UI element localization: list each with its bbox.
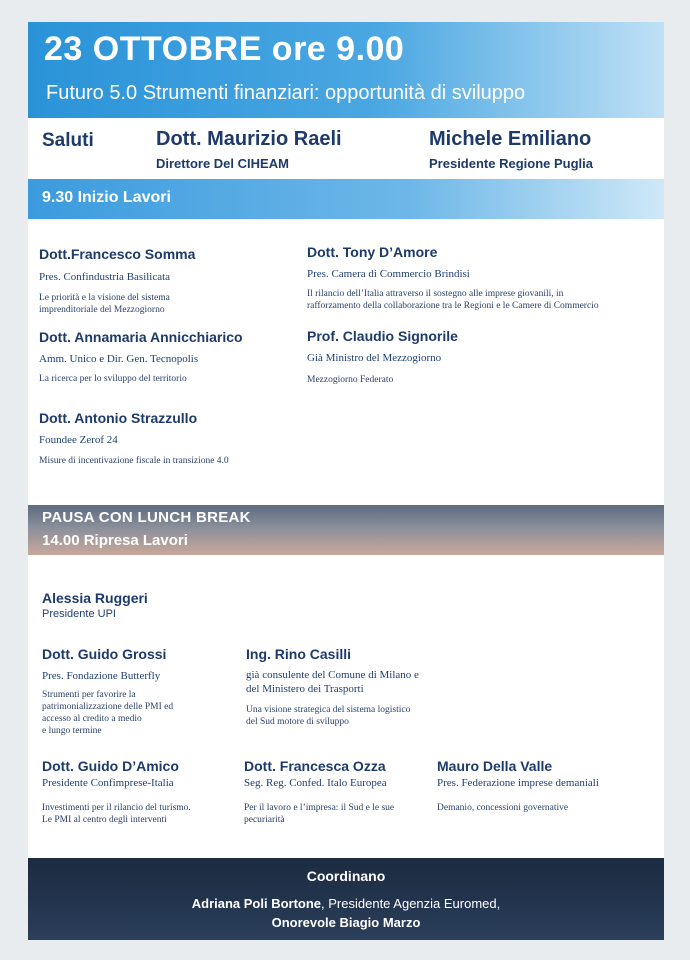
- event-date-title: 23 OTTOBRE ore 9.00: [44, 30, 405, 68]
- coordinator-name: Adriana Poli Bortone: [191, 896, 322, 911]
- speaker-name: Prof. Claudio Signorile: [307, 328, 458, 344]
- speaker-role: Pres. Confindustria Basilicata: [39, 271, 171, 283]
- speaker-topic: Misure di incentivazione fiscale in transizione 4.0: [39, 456, 229, 466]
- coordinator-role: , Presidente Agenzia Euromed,: [321, 896, 501, 911]
- guest-name: Dott. Maurizio Raeli: [156, 128, 342, 150]
- speaker-topic: Le priorità e la visione del sistema imprenditoriale del Mezzogiorno: [39, 293, 170, 315]
- speaker-name: Dott. Francesca Ozza: [244, 758, 386, 774]
- guest-role: Direttore Del CIHEAM: [156, 156, 289, 171]
- speaker-name: Mauro Della Valle: [437, 758, 553, 774]
- saluti-label: Saluti: [42, 130, 94, 151]
- guest-name: Michele Emiliano: [429, 128, 592, 150]
- resume-work-label: 14.00 Ripresa Lavori: [42, 532, 188, 549]
- coordinator-line: [28, 896, 664, 911]
- speaker-topic: Una visione strategica del sistema logistico del Sud motore di sviluppo: [246, 705, 411, 727]
- speaker-role: Amm. Unico e Dir. Gen. Tecnopolis: [39, 353, 199, 365]
- speaker-role: Foundee Zerof 24: [39, 434, 118, 446]
- program-flyer: [28, 22, 664, 940]
- guest-role: Presidente Regione Puglia: [429, 156, 593, 171]
- speaker-role: già consulente del Comune di Milano e del Ministero dei Trasporti: [246, 669, 419, 695]
- event-subtitle: Futuro 5.0 Strumenti finanziari: opportunità di sviluppo: [46, 82, 526, 104]
- speaker-name: Dott. Antonio Strazzullo: [39, 410, 198, 426]
- speaker-name: Alessia Ruggeri: [42, 590, 148, 606]
- speaker-name: Dott. Annamaria Annicchiarico: [39, 329, 243, 345]
- lunch-break-label: PAUSA CON LUNCH BREAK: [42, 509, 251, 526]
- speaker-topic: Per il lavoro e l’impresa: il Sud e le sue pecuriarità: [244, 803, 395, 825]
- speaker-role: Seg. Reg. Confed. Italo Europea: [244, 777, 387, 789]
- speaker-topic: Mezzogiorno Federato: [307, 375, 394, 385]
- speaker-role: Presidente UPI: [42, 608, 116, 620]
- speaker-name: Ing. Rino Casilli: [246, 646, 352, 662]
- coordinator-line: Onorevole Biagio Marzo: [271, 915, 421, 930]
- speaker-name: Dott. Guido D’Amico: [42, 758, 179, 774]
- speaker-topic: La ricerca per lo sviluppo del territorio: [39, 374, 187, 384]
- speaker-topic: Demanio, concessioni governative: [437, 803, 569, 813]
- speaker-topic: Il rilancio dell’Italia attraverso il sostegno alle imprese giovanili, in rafforzamento della collaborazione tra le Regioni e le Camere di Commercio: [307, 289, 599, 311]
- speaker-role: Pres. Fondazione Butterfly: [42, 670, 161, 682]
- coordinators-title: Coordinano: [306, 868, 386, 884]
- speaker-topic: Investimenti per il rilancio del turismo. Le PMI al centro degli interventi: [42, 803, 191, 825]
- speaker-role: Già Ministro del Mezzogiorno: [307, 352, 442, 364]
- speaker-role: Pres. Federazione imprese demaniali: [437, 777, 599, 789]
- speaker-name: Dott. Tony D’Amore: [307, 244, 438, 260]
- speaker-name: Dott.Francesco Somma: [39, 246, 196, 262]
- speaker-role: Pres. Camera di Commercio Brindisi: [307, 268, 470, 280]
- speaker-name: Dott. Guido Grossi: [42, 646, 167, 662]
- session-start-label: 9.30 Inizio Lavori: [42, 189, 171, 206]
- speaker-topic: Strumenti per favorire la patrimonializzazione delle PMI ed accesso al credito a medio e lungo termine: [42, 690, 174, 736]
- speaker-role: Presidente Confimprese-Italia: [42, 777, 174, 789]
